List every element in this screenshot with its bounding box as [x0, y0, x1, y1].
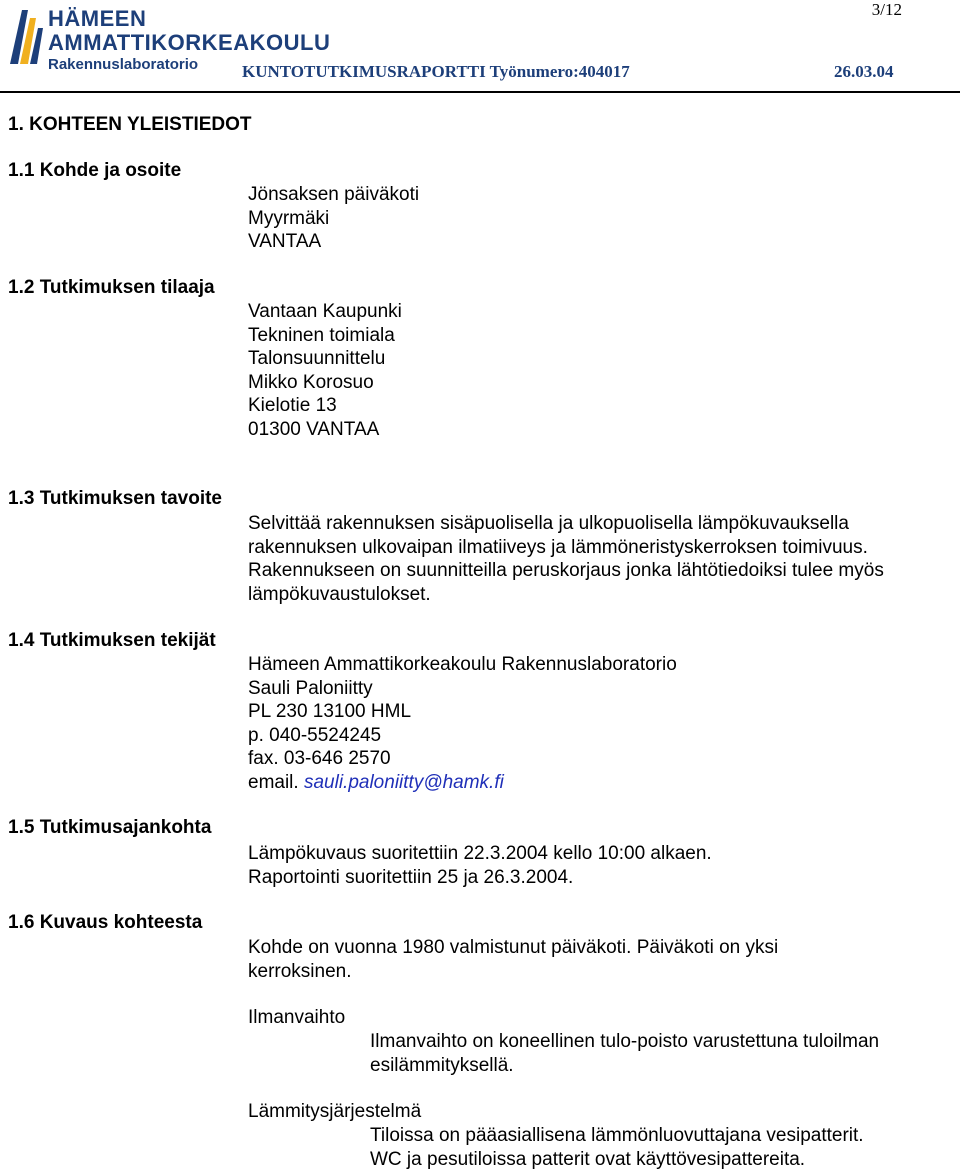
objective-text [248, 512, 884, 606]
logo-line-1: HÄMEEN [48, 6, 146, 32]
text-line: Tiloissa on pääasiallisena lämmönluovuttajana vesipatterit. [370, 1124, 864, 1148]
text-line: Sauli Paloniitty [248, 677, 677, 701]
text-line: Vantaan Kaupunki [248, 300, 402, 324]
text-line: Lämpökuvaus suoritettiin 22.3.2004 kello 10:00 alkaen. [248, 842, 712, 866]
text-line: Selvittää rakennuksen sisäpuolisella ja ulkopuolisella lämpökuvauksella [248, 512, 884, 536]
text-line: VANTAA [248, 230, 419, 254]
text-line: Kielotie 13 [248, 394, 402, 418]
text-line: Ilmanvaihto [248, 1006, 345, 1030]
text-line: Kohde on vuonna 1980 valmistunut päiväkoti. Päiväkoti on yksi [248, 936, 778, 960]
client-address [248, 300, 402, 441]
description-text [248, 936, 778, 983]
text-line: fax. 03-646 2570 [248, 747, 677, 771]
logo-emblem-icon [6, 4, 44, 68]
email-link[interactable]: sauli.paloniitty@hamk.fi [304, 772, 504, 793]
heating-label [248, 1100, 421, 1124]
heading-1-2: 1.2 Tutkimuksen tilaaja [8, 277, 215, 299]
text-line: Ilmanvaihto on koneellinen tulo-poisto varustettuna tuloilman [370, 1030, 879, 1054]
page-number: 3/12 [872, 0, 902, 20]
email-line [248, 771, 677, 795]
logo-line-3: Rakennuslaboratorio [48, 56, 198, 73]
text-line: rakennuksen ulkovaipan ilmatiiveys ja lämmöneristyskerroksen toimivuus. [248, 536, 884, 560]
schedule-text [248, 842, 712, 889]
section-title: 1. KOHTEEN YLEISTIEDOT [8, 114, 252, 136]
text-line: WC ja pesutiloissa patterit ovat käyttövesipattereita. [370, 1148, 864, 1171]
hamk-logo [6, 4, 216, 76]
ventilation-label [248, 1006, 345, 1030]
header-divider [0, 91, 960, 93]
report-date: 26.03.04 [834, 62, 894, 82]
text-line: Lämmitysjärjestelmä [248, 1100, 421, 1124]
text-line: Talonsuunnittelu [248, 347, 402, 371]
text-line: Mikko Korosuo [248, 371, 402, 395]
heating-text [370, 1124, 864, 1171]
heading-1-6: 1.6 Kuvaus kohteesta [8, 912, 202, 934]
text-line: p. 040-5524245 [248, 724, 677, 748]
text-line: PL 230 13100 HML [248, 700, 677, 724]
text-line: esilämmityksellä. [370, 1054, 879, 1078]
text-line: Hämeen Ammattikorkeakoulu Rakennuslaboratorio [248, 653, 677, 677]
heading-1-1: 1.1 Kohde ja osoite [8, 160, 181, 182]
researchers-info [248, 653, 677, 794]
target-address [248, 183, 419, 254]
logo-line-2: AMMATTIKORKEAKOULU [48, 30, 330, 56]
text-line: Tekninen toimiala [248, 324, 402, 348]
ventilation-text [370, 1030, 879, 1077]
report-title: KUNTOTUTKIMUSRAPORTTI Työnumero:404017 [242, 62, 630, 82]
email-label: email. [248, 772, 299, 793]
text-line: Raportointi suoritettiin 25 ja 26.3.2004. [248, 866, 712, 890]
text-line: 01300 VANTAA [248, 418, 402, 442]
text-line: Myyrmäki [248, 207, 419, 231]
heading-1-3: 1.3 Tutkimuksen tavoite [8, 488, 222, 510]
text-line: Rakennukseen on suunnitteilla peruskorjaus jonka lähtötiedoiksi tulee myös [248, 559, 884, 583]
text-line: Jönsaksen päiväkoti [248, 183, 419, 207]
heading-1-4: 1.4 Tutkimuksen tekijät [8, 630, 216, 652]
heading-1-5: 1.5 Tutkimusajankohta [8, 817, 211, 839]
text-line: lämpökuvaustulokset. [248, 583, 884, 607]
text-line: kerroksinen. [248, 960, 778, 984]
